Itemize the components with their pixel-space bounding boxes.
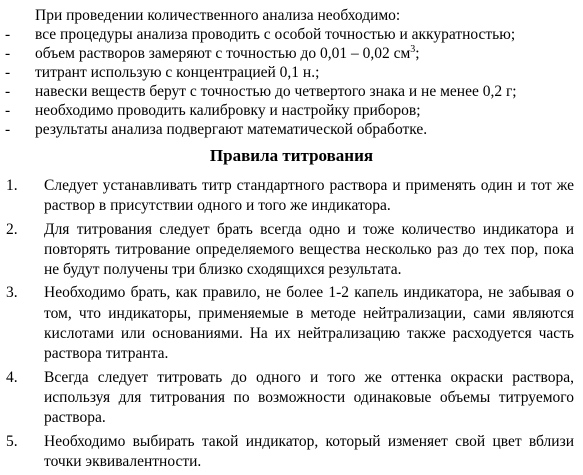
rule-text: Для титрования следует брать всегда одно и тоже количество индикатора и повторять титрование определяемого вещества несколько раз до тех пор, пока не будут получены три близко сходящихся результата. xyxy=(44,220,574,279)
rule-item xyxy=(0,176,583,217)
list-item xyxy=(0,63,583,82)
rule-text: Необходимо брать, как правило, не более 1-2 капель индикатора, не забывая о том, что индикаторы, применяемые в методе нейтрализации, сами являются кислотами или основаниями. На их нейтрализацию также расходуется часть раствора титранта. xyxy=(44,284,574,363)
bullet-marker: - xyxy=(5,45,11,62)
section-heading: Правила титрования xyxy=(209,146,374,165)
requirements-list xyxy=(0,25,583,139)
rule-item xyxy=(0,368,583,429)
list-item-tail: ; xyxy=(415,45,420,62)
bullet-marker: - xyxy=(5,26,11,43)
list-item xyxy=(0,25,583,44)
bullet-marker: - xyxy=(5,121,11,138)
list-item xyxy=(0,82,583,101)
superscript: 3 xyxy=(410,44,416,55)
list-item xyxy=(0,44,583,63)
list-item xyxy=(0,101,583,120)
rule-item xyxy=(0,432,583,473)
list-item-text: все процедуры анализа проводить с особой точностью и аккуратностью; xyxy=(35,26,516,43)
list-item-text-wrap xyxy=(35,44,420,63)
list-item-text: результаты анализа подвергают математической обработке. xyxy=(35,121,428,138)
intro-text: При проведении количественного анализа необходимо: xyxy=(35,7,401,24)
rule-item xyxy=(0,220,583,281)
list-item-text: необходимо проводить калибровку и настройку приборов; xyxy=(35,102,421,119)
bullet-marker: - xyxy=(5,102,11,119)
titration-rules-list xyxy=(0,176,583,475)
list-item-text: навески веществ берут с точностью до четвертого знака и не менее 0,2 г; xyxy=(35,83,517,100)
rule-number: 4. xyxy=(6,368,18,386)
rule-number: 3. xyxy=(6,284,18,302)
list-item-text: титрант использую с концентрацией 0,1 н.; xyxy=(35,64,320,81)
rule-number: 5. xyxy=(6,432,18,450)
rule-number: 2. xyxy=(6,220,18,238)
rule-text: Всегда следует титровать до одного и того же оттенка окраски раствора, используя для титрования по возможности одинаковые объемы титруемого раствора. xyxy=(44,368,574,427)
rule-text: Следует устанавливать титр стандартного раствора и применять один и тот же раствор в присутствии одного и того же индикатора. xyxy=(44,177,574,215)
rule-item xyxy=(0,283,583,364)
bullet-marker: - xyxy=(5,83,11,100)
rule-number: 1. xyxy=(6,177,18,194)
list-item xyxy=(0,120,583,139)
list-item-text: объем растворов замеряют с точностью до 0,01 – 0,02 см xyxy=(35,45,411,62)
bullet-marker: - xyxy=(5,64,11,81)
rule-text: Необходимо выбирать такой индикатор, который изменяет свой цвет вблизи точки эквивалентности. xyxy=(44,432,574,470)
